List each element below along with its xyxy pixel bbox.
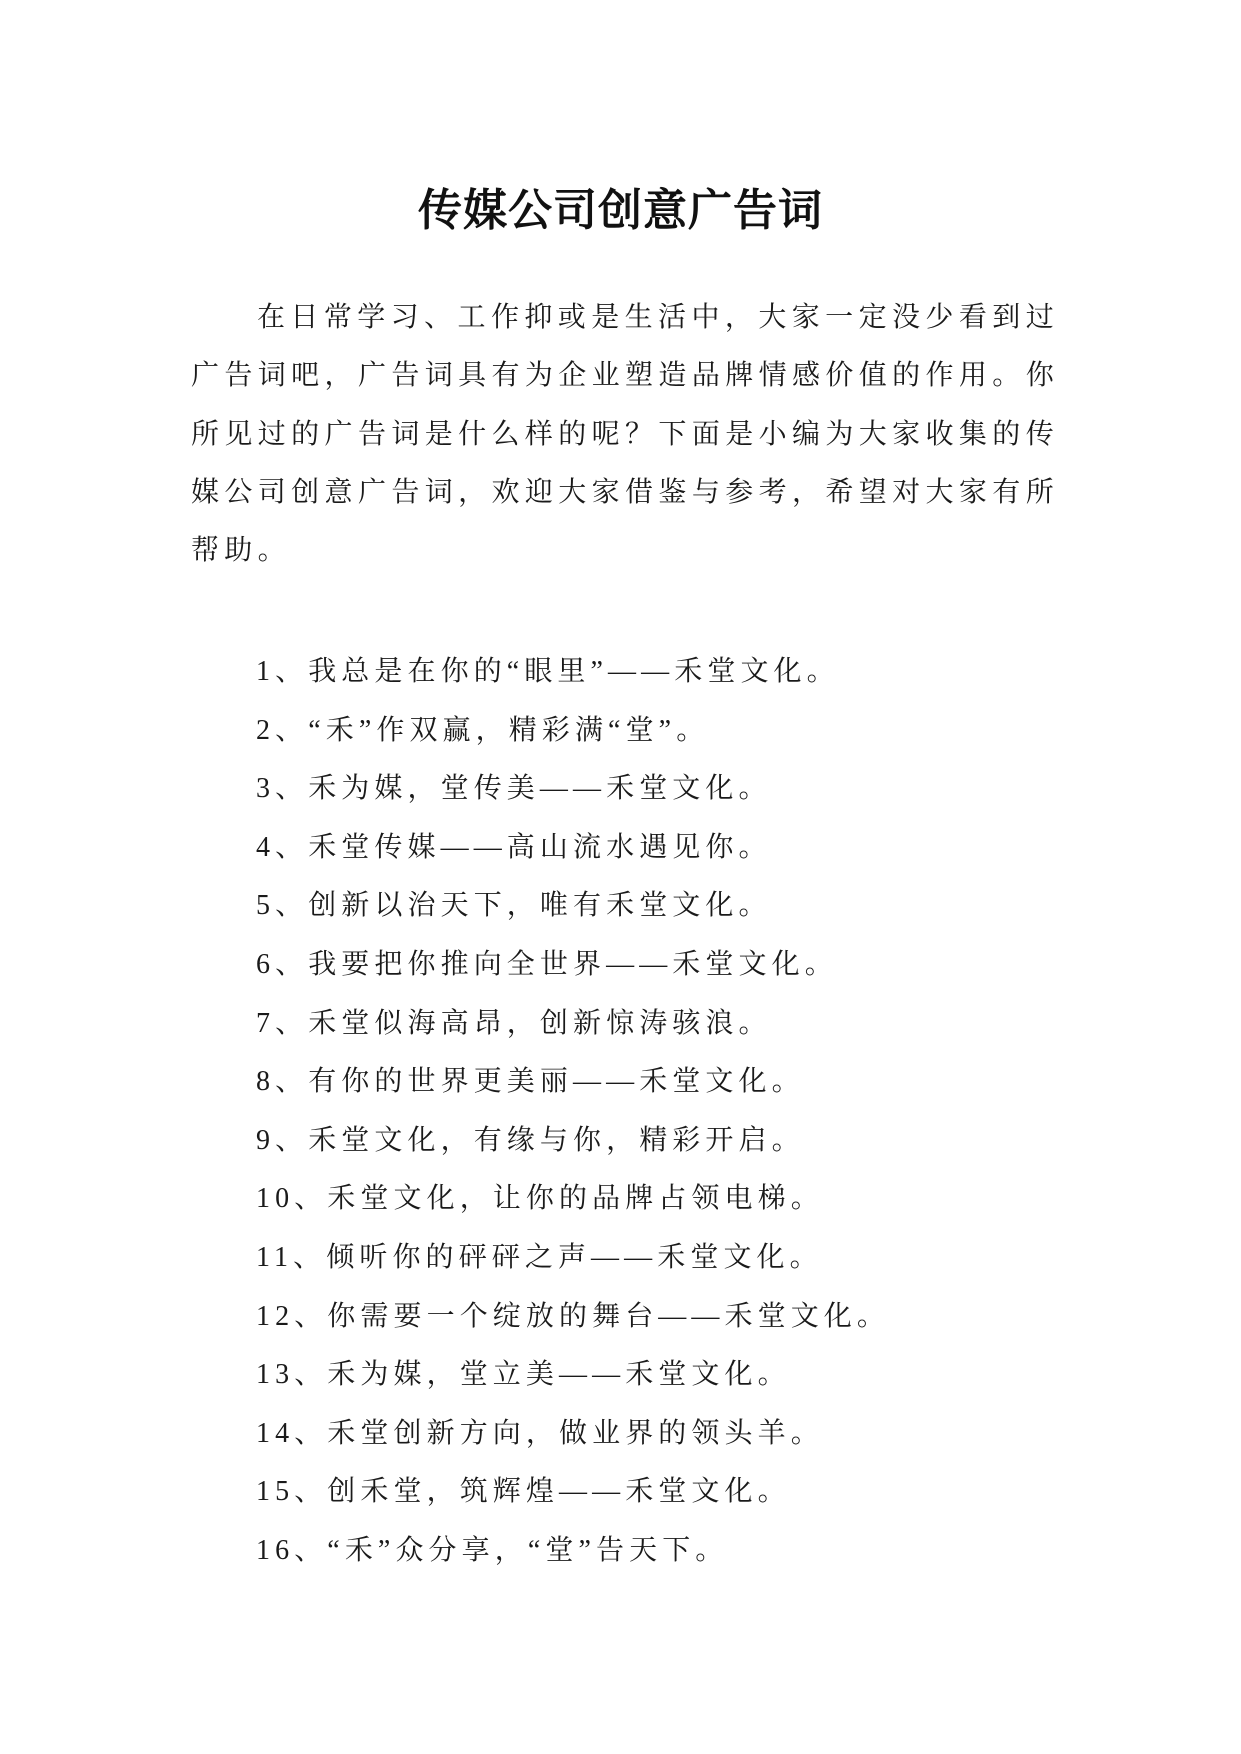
list-item: 2、“禾”作双赢，精彩满“堂”。 [256,714,710,746]
slogan-list [256,643,1156,1581]
list-item: 11、倾听你的砰砰之声——禾堂文化。 [256,1241,823,1273]
list-item: 14、禾堂创新方向，做业界的领头羊。 [256,1417,824,1449]
list-item: 7、禾堂似海高昂，创新惊涛骇浪。 [256,1007,772,1039]
list-item: 5、创新以治天下，唯有禾堂文化。 [256,890,772,922]
list-item: 16、“禾”众分享，“堂”告天下。 [256,1534,729,1566]
list-item: 3、禾为媒，堂传美——禾堂文化。 [256,773,772,805]
list-item: 9、禾堂文化，有缘与你，精彩开启。 [256,1124,805,1156]
list-item: 10、禾堂文化，让你的品牌占领电梯。 [256,1183,824,1215]
page-title: 传媒公司创意广告词 [418,186,823,236]
list-item: 8、有你的世界更美丽——禾堂文化。 [256,1066,805,1098]
list-item: 4、禾堂传媒——高山流水遇见你。 [256,831,772,863]
list-item: 13、禾为媒，堂立美——禾堂文化。 [256,1359,791,1391]
intro-paragraph: 在日常学习、工作抑或是生活中，大家一定没少看到过广告词吧，广告词具有为企业塑造品牌情感价值的作用。你所见过的广告词是什么样的呢？下面是小编为大家收集的传媒公司创意广告词，欢迎大家借鉴与参考，希望对大家有所帮助。 [191,302,1059,567]
list-item: 15、创禾堂，筑辉煌——禾堂文化。 [256,1476,791,1508]
list-item: 6、我要把你推向全世界——禾堂文化。 [256,948,838,980]
list-item: 1、我总是在你的“眼里”——禾堂文化。 [256,656,840,687]
list-item: 12、你需要一个绽放的舞台——禾堂文化。 [256,1300,891,1332]
